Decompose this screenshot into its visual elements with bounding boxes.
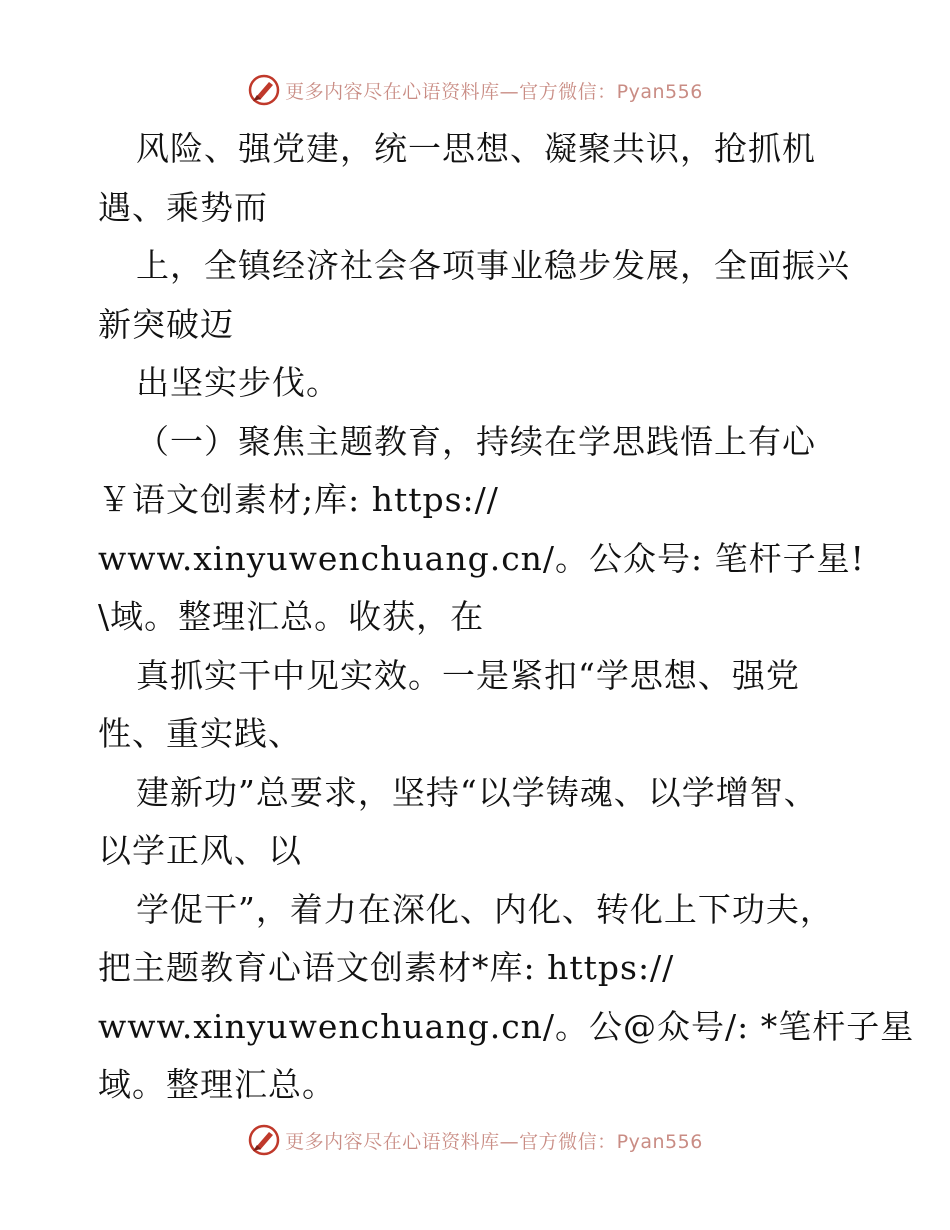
text-line: 上，全镇经济社会各项事业稳步发展，全面振兴 xyxy=(136,246,850,285)
text-line: 域。整理汇总。 xyxy=(98,1065,336,1104)
text-line: 出坚实步伐。 xyxy=(136,363,340,402)
text-line: 性、重实践、 xyxy=(98,714,302,753)
text-line: 真抓实干中见实效。一是紧扣“学思想、强党 xyxy=(136,655,800,695)
text-line: \域。整理汇总。收获，在 xyxy=(98,597,485,636)
text-line: 遇、乘势而 xyxy=(98,187,268,227)
header-banner xyxy=(0,70,950,110)
footer-banner-text: 更多内容尽在心语资料库—官方微信：Pyan556 xyxy=(285,1130,703,1153)
document-body xyxy=(98,120,915,1115)
footer-banner xyxy=(0,1120,950,1160)
header-banner-text: 更多内容尽在心语资料库—官方微信：Pyan556 xyxy=(285,80,703,103)
text-line: www.xinyuwenchuang.cn/。公@众号/: *笔杆子星 xyxy=(98,1006,915,1046)
text-line: 把主题教育心语文创素材*库: https:// xyxy=(98,948,675,987)
text-line: 以学正风、以 xyxy=(98,831,302,870)
text-line: 建新功”总要求，坚持“以学铸魂、以学增智、 xyxy=(136,772,818,812)
logo-icon xyxy=(247,1123,281,1157)
text-line: 新突破迈 xyxy=(98,304,234,344)
text-line: ￥语文创素材;库: https:// xyxy=(98,480,499,519)
text-line: 风险、强党建，统一思想、凝聚共识，抢抓机 xyxy=(136,129,816,168)
text-line: www.xinyuwenchuang.cn/。公众号: 笔杆子星! xyxy=(98,538,865,578)
text-line: （一）聚焦主题教育，持续在学思践悟上有心 xyxy=(136,421,816,461)
logo-icon xyxy=(247,73,281,107)
text-line: 学促干”，着力在深化、内化、转化上下功夫， xyxy=(136,889,834,929)
